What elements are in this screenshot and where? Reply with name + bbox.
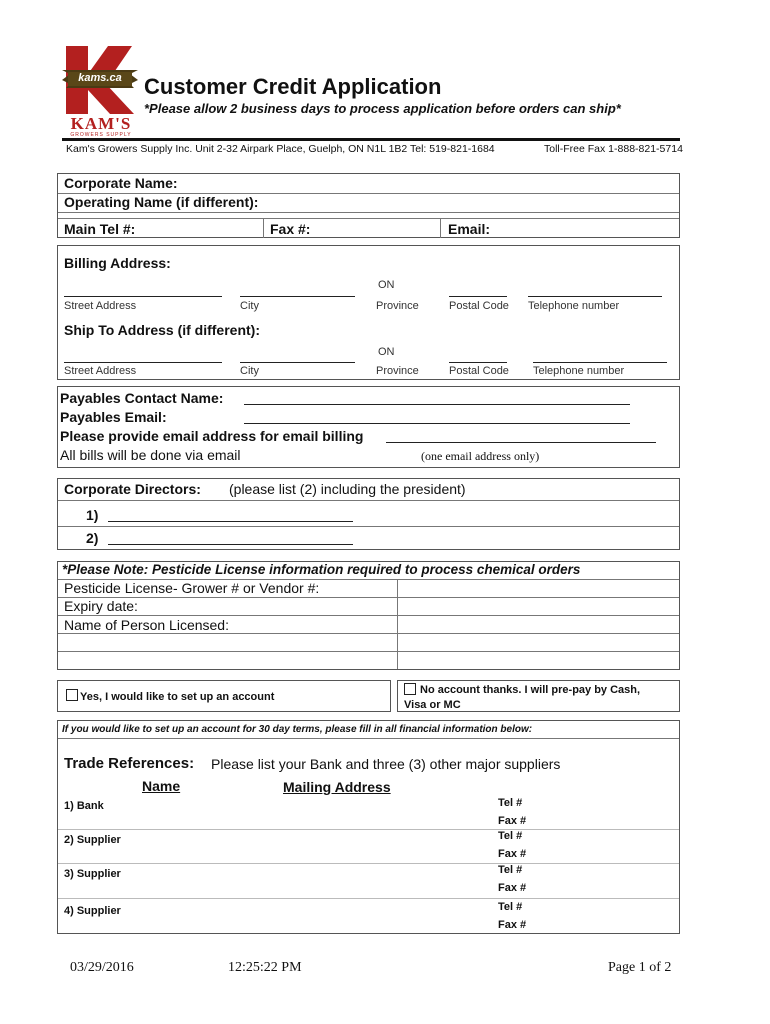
ship-province-value[interactable]: ON <box>378 346 395 358</box>
ref-3-label: 3) Supplier <box>64 868 121 880</box>
account-yes-label: Yes, I would like to set up an account <box>80 691 275 703</box>
email-label: Email: <box>448 221 491 237</box>
trade-references-box <box>57 720 680 934</box>
billing-address-heading: Billing Address: <box>64 255 171 271</box>
ref-1-tel-label: Tel # <box>498 797 523 809</box>
ref-1-label: 1) Bank <box>64 800 104 812</box>
footer-time: 12:25:22 PM <box>228 960 302 975</box>
account-no-checkbox[interactable] <box>404 683 416 695</box>
footer-date: 03/29/2016 <box>70 960 134 975</box>
trade-references-hint: Please list your Bank and three (3) other major suppliers <box>211 756 561 772</box>
ref-1-fax-label: Fax # <box>498 815 527 827</box>
director-2-label: 2) <box>86 530 99 546</box>
logo-tagline: GROWERS SUPPLY <box>70 132 132 138</box>
main-tel-label: Main Tel #: <box>64 221 136 237</box>
email-billing-hint: (one email address only) <box>421 449 540 463</box>
ship-city-label: City <box>240 365 259 377</box>
ship-province-label: Province <box>376 365 419 377</box>
billing-postal-label: Postal Code <box>449 300 509 312</box>
ship-postal-label: Postal Code <box>449 365 509 377</box>
pesticide-note: *Please Note: Pesticide License information required to process chemical orders <box>62 562 581 577</box>
ship-phone-label: Telephone number <box>533 365 625 377</box>
ref-3-fax-label: Fax # <box>498 882 527 894</box>
trade-references-heading: Trade References: <box>64 755 195 772</box>
payables-email-field[interactable] <box>244 423 630 424</box>
ref-4-tel-label: Tel # <box>498 901 523 913</box>
billing-phone-label: Telephone number <box>528 300 620 312</box>
fax-label: Fax #: <box>270 221 311 237</box>
company-address: Kam's Growers Supply Inc. Unit 2-32 Airpark Place, Guelph, ON N1L 1B2 Tel: 519-821-1684 <box>66 143 495 155</box>
column-name-header: Name <box>142 778 181 794</box>
director-1-field[interactable] <box>108 521 353 522</box>
billing-province-label: Province <box>376 300 419 312</box>
billing-street-label: Street Address <box>64 300 137 312</box>
terms-note: If you would like to set up an account for 30 day terms, please fill in all financial information below: <box>62 724 533 735</box>
corporate-name-label: Corporate Name: <box>64 175 178 191</box>
email-billing-note: All bills will be done via email <box>60 447 241 463</box>
column-address-header: Mailing Address <box>283 779 391 795</box>
director-2-field[interactable] <box>108 544 353 545</box>
payables-contact-field[interactable] <box>244 404 630 405</box>
payables-contact-label: Payables Contact Name: <box>60 390 224 406</box>
logo-banner-text: kams.ca <box>78 72 122 84</box>
ship-street-label: Street Address <box>64 365 137 377</box>
billing-province-value[interactable]: ON <box>378 279 395 291</box>
expiry-date-label: Expiry date: <box>64 598 138 614</box>
page-subtitle: *Please allow 2 business days to process application before orders can ship* <box>144 101 621 116</box>
account-yes-checkbox[interactable] <box>66 689 78 701</box>
ref-2-label: 2) Supplier <box>64 834 121 846</box>
ref-3-tel-label: Tel # <box>498 864 523 876</box>
account-no-label-1: No account thanks. I will pre-pay by Cash, <box>420 684 641 696</box>
company-logo <box>62 44 138 138</box>
ref-2-tel-label: Tel # <box>498 830 523 842</box>
director-1-label: 1) <box>86 507 99 523</box>
page-title: Customer Credit Application <box>144 74 442 99</box>
email-billing-prompt: Please provide email address for email billing <box>60 428 364 444</box>
operating-name-label: Operating Name (if different): <box>64 194 259 210</box>
pesticide-license-label: Pesticide License- Grower # or Vendor #: <box>64 580 320 596</box>
header-rule <box>62 138 680 141</box>
ref-2-fax-label: Fax # <box>498 848 527 860</box>
email-billing-field[interactable] <box>386 442 656 443</box>
logo-name: KAM'S <box>70 114 132 133</box>
billing-city-label: City <box>240 300 259 312</box>
directors-hint: (please list (2) including the president) <box>229 481 466 497</box>
ship-address-heading: Ship To Address (if different): <box>64 322 260 338</box>
licensed-person-label: Name of Person Licensed: <box>64 617 229 633</box>
directors-label: Corporate Directors: <box>64 481 201 497</box>
footer-page-number: Page 1 of 2 <box>608 960 672 975</box>
account-no-label-2: Visa or MC <box>404 699 461 711</box>
ref-4-fax-label: Fax # <box>498 919 527 931</box>
company-fax: Toll-Free Fax 1-888-821-5714 <box>544 143 683 155</box>
payables-email-label: Payables Email: <box>60 409 167 425</box>
ref-4-label: 4) Supplier <box>64 905 121 917</box>
